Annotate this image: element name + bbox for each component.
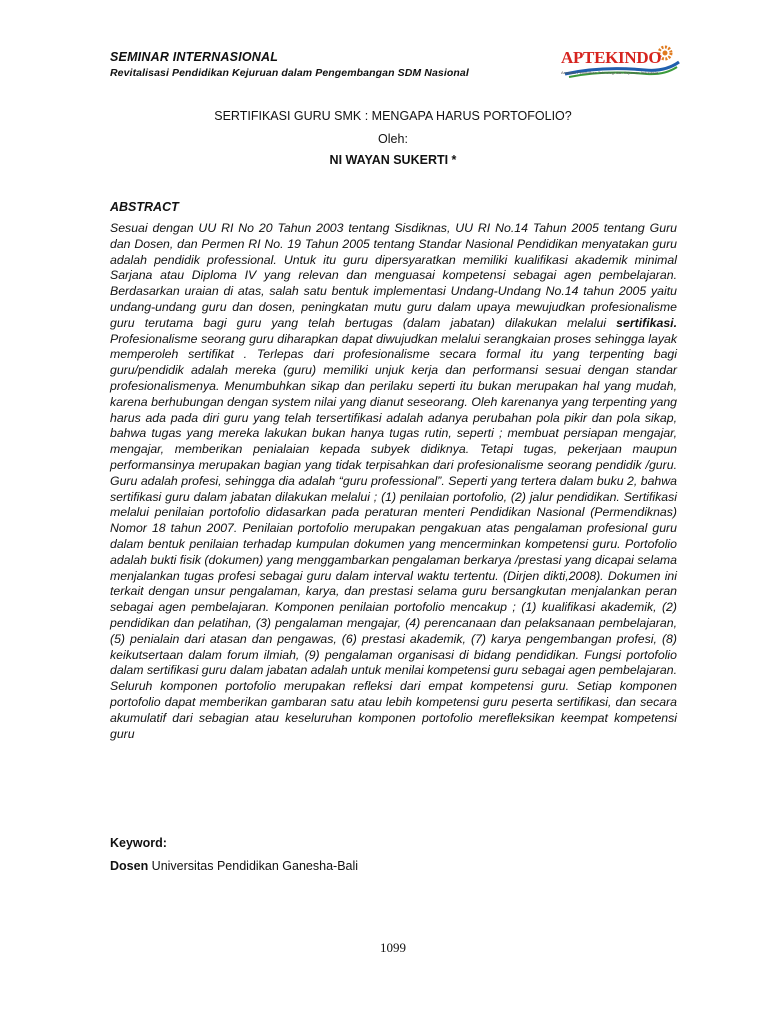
author-affiliation [110,859,358,873]
logo-text: APTEKINDO [561,48,662,67]
page-number: 1099 [380,940,406,955]
by-label: Oleh: [378,132,408,146]
author-name: NI WAYAN SUKERTI * [329,153,457,167]
abstract-bold-term: sertifikasi. [616,315,677,330]
abstract-text-part1: Sesuai dengan UU RI No 20 Tahun 2003 tentang Sisdiknas, UU RI No.14 Tahun 2005 tentang Guru dan Dosen, dan Permen RI No. 19 Tahun 2005 tentang Standar Nasional Pendidikan menyatakan guru adalah pendidik professional. Untuk itu guru dipersyaratkan memiliki kualifikasi akademik minimal Sarjana atau Diploma IV yang relevan dan menguasai kompetensi sebagai agen pembelajaran. Berdasarkan uraian di atas, salah satu bentuk implementasi Undang-Undang No.14 tahun 2005 yaitu undang-undang guru dan dosen, peningkatan mutu guru dalam upaya mewujudkan profesionalisme guru terutama bagi guru yang telah bertugas (dalam jabatan) dilakukan melalui [110,221,677,330]
affiliation-institution: Universitas Pendidikan Ganesha-Bali [148,859,359,873]
seminar-title: SEMINAR INTERNASIONAL [110,50,279,64]
aptekindo-logo [561,44,683,86]
seminar-header [110,50,685,84]
abstract-text-part2: Profesionalisme seorang guru diharapkan dapat diwujudkan melalui serangkaian proses sehingga layak memperoleh sertifikat . Terlepas dari profesionalisme secara formal itu yang terpenting bagi guru/pendidik adalah mereka (guru) memiliki unjuk kerja dan performansi sesuai dengan standar profesionalismenya. Menumbuhkan sikap dan perilaku seperti itu bukan merupakan hal yang mudah, karena berhubungan dengan system nilai yang dianut seseorang. Oleh karenanya yang terpenting yang harus ada pada diri guru yang telah tersertifikasi adalah adanya perubahan pola pikir dan pola sikap, bahwa tugas yang mereka lakukan bukan hanya tugas rutin, seperti ; membuat persiapan mengajar, mengajar, memberikan penialaian kepada subyek didiknya. Tetapi tugas, pekerjaan maupun performansinya merupakan bagian yang tidak terpisahkan dari profesionalisme seorang pendidik /guru. Guru adalah profesi, sehingga dia adalah “guru professional”. Seperti yang tertera dalam buku 2, bahwa sertifikasi guru dalam jabatan dilakukan melalui ; (1) penilaian portofolio, (2) jalur pendidikan. Sertifikasi melalui penilaian portofolio didasarkan pada peraturan menteri Pendidikan Nasional (Permendiknas) Nomor 18 tahun 2007. Penilaian portofolio merupakan pengakuan atas pengalaman profesional guru dalam bentuk penilaian terhadap kumpulan dokumen yang mencerminkan kompetensi guru. Portofolio adalah bukti fisik (dokumen) yang menggambarkan pengalaman berkarya /prestasi yang dicapai selama menjalankan tugas profesi sebagai guru dalam interval waktu tertentu. (Dirjen dikti,2008). Dokumen ini terkait dengan unsur pengalaman, karya, dan prestasi selama guru bersangkutan menjalankan peran sebagai agen pembelajaran. Komponen penilaian portofolio mencakup ; (1) kualifikasi akademik, (2) pendidikan dan pelatihan, (3) pengalaman mengajar, (4) perencanaan dan pelaksanaan pembelajaran, (5) penialain dari atasan dan pengawas, (6) prestasi akademik, (7) karya pengembangan profesi, (8) keikutsertaan dalam forum ilmiah, (9) pengalaman organisasi di bidang pendidikan. Fungsi portofolio dalam sertifikasi guru dalam jabatan adalah untuk menilai kompetensi guru sebagai agen pembelajaran. Seluruh komponen portofolio merupakan refleksi dari empat kompetensi guru. Setiap komponen portofolio dapat memberikan gambaran satu atau lebih kompetensi guru peserta sertifikasi, dan secara akumulatif dari sebagian atau keseluruhan komponen portofolio merefleksikan keempat kompetensi guru [110,331,677,741]
seminar-subtitle: Revitalisasi Pendidikan Kejuruan dalam Pengembangan SDM Nasional [110,67,469,79]
paper-title: SERTIFIKASI GURU SMK : MENGAPA HARUS PORTOFOLIO? [214,109,572,123]
affiliation-role: Dosen [110,859,149,873]
abstract-heading: ABSTRACT [110,200,179,214]
logo-tagline: Asosiasi Pendidikan Teknologi dan Kejuruan Indonesia [561,70,659,75]
keyword-label: Keyword: [110,836,167,850]
abstract-body [110,221,677,742]
